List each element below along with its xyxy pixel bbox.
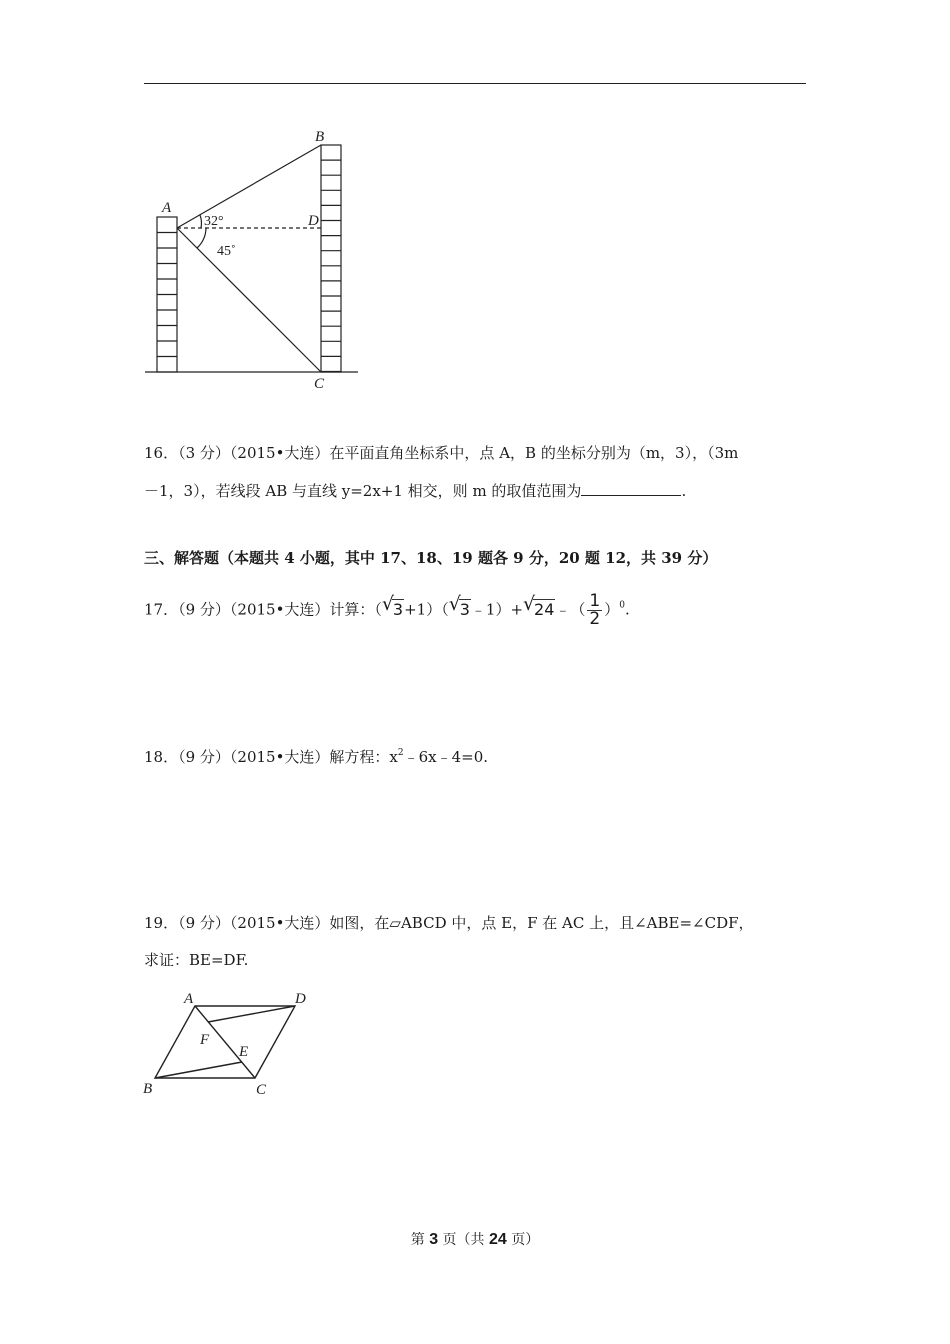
question-17 <box>144 593 630 628</box>
sqrt-3-b: √ 3 <box>448 592 470 619</box>
parallelogram-figure <box>140 988 315 1100</box>
sqrt-24: √ 24 <box>523 592 555 619</box>
vertex-d-label: D <box>295 991 306 1007</box>
total-pages: 24 <box>489 1231 507 1248</box>
square-exponent: 2 <box>397 748 404 758</box>
angle-45-label: 45˚ <box>217 244 236 259</box>
question-16-line-1: 16．（3 分）（2015•大连）在平面直角坐标系中，点 A，B 的坐标分别为（m，3），（3m <box>144 444 739 462</box>
sqrt-3-a: √ 3 <box>381 592 404 619</box>
point-a-label: A <box>162 200 172 216</box>
point-c-label: C <box>314 376 325 392</box>
point-e-label: E <box>239 1044 249 1060</box>
question-18 <box>144 743 488 767</box>
page-number: 3 <box>429 1231 439 1248</box>
vertex-c-label: C <box>256 1082 267 1098</box>
minus-paren: ﹣（ <box>555 600 586 619</box>
building-figure <box>140 122 365 394</box>
question-18-rest: ﹣6x﹣4=0. <box>403 748 489 766</box>
page-footer: 第 3 页（共 24 页） <box>410 1231 540 1248</box>
plus-one: +1）（ <box>404 600 449 619</box>
question-19-line-1: 19．（9 分）（2015•大连）如图，在▱ABCD 中，点 E，F 在 AC 上，且∠ABE=∠CDF， <box>144 914 754 932</box>
question-18-text: 18．（9 分）（2015•大连）解方程：x <box>144 748 398 766</box>
question-16-text: －1，3），若线段 AB 与直线 y=2x+1 相交，则 m 的取值范围为 <box>144 482 582 500</box>
vertex-a-label: A <box>184 991 194 1007</box>
exponent-zero: 0 <box>619 600 625 611</box>
question-16-line-2 <box>144 481 686 501</box>
minus-one: ﹣1）+ <box>470 600 524 619</box>
point-d-label: D <box>308 213 319 229</box>
fraction-half: $\frac{1}{2}$ <box>589 591 601 629</box>
angle-32-label: 32° <box>204 214 224 229</box>
header-rule <box>144 83 806 84</box>
section-3-title: 三、解答题（本题共 4 小题，其中 17、18、19 题各 9 分，20 题 12，共 39 分） <box>144 549 718 567</box>
point-f-label: F <box>200 1032 210 1048</box>
close-paren: ） <box>604 600 620 619</box>
question-16-end: . <box>681 482 687 500</box>
point-b-label: B <box>315 129 325 145</box>
question-19-line-2: 求证：BE=DF. <box>144 951 249 969</box>
answer-blank <box>581 481 681 496</box>
vertex-b-label: B <box>143 1081 153 1097</box>
question-17-end: . <box>625 600 630 619</box>
question-17-prefix: 17．（9 分）（2015•大连）计算：（ <box>144 600 382 619</box>
